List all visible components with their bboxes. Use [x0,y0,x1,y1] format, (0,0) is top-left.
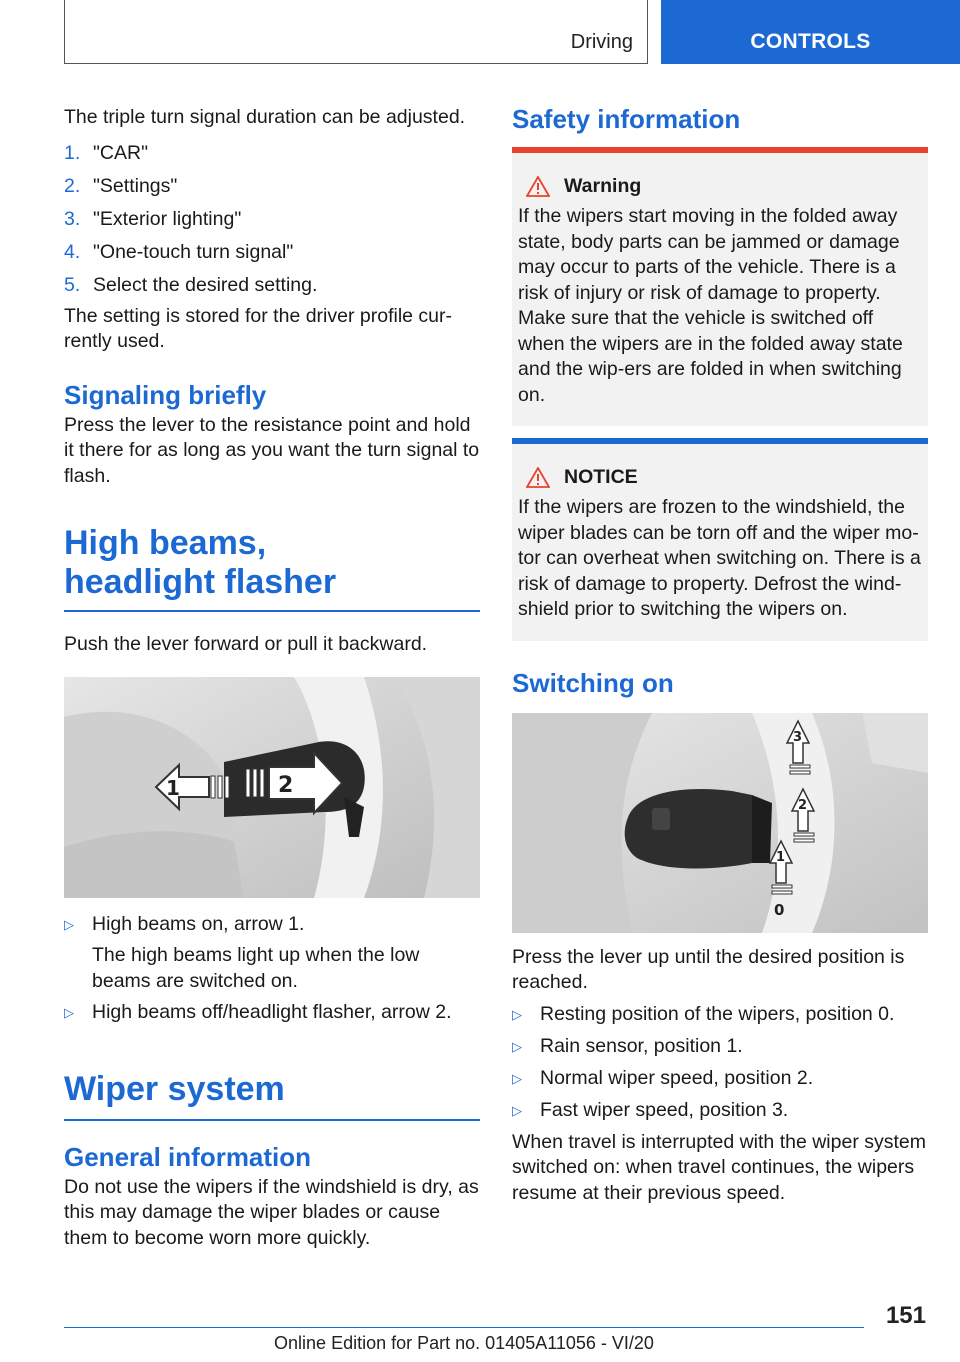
press-text: Press the lever up until the desired position is reached. [512,945,905,993]
steps-list [64,141,480,299]
chapter-tab[interactable] [661,0,960,64]
header-box [64,0,648,64]
list-item: ▷ Normal wiper speed, position 2. [512,1066,928,1092]
heading-rule [64,610,480,612]
list-item: ▷ Fast wiper speed, position 3. [512,1098,928,1124]
list-item: ▷ Resting position of the wipers, position 0. [512,1002,928,1028]
list-item: ▷ High beams on, arrow 1. The high beams light up when the low beams are switched on. [64,912,480,995]
list-item: 3. "Exterior lighting" [64,207,242,230]
switching-heading: Switching on [512,667,674,698]
triangle-bullet-icon: ▷ [512,1038,522,1054]
highbeams-heading: High beams, headlight flasher [64,524,337,601]
wiper-position-bullets [512,1002,928,1124]
general-heading: General information [64,1141,312,1172]
list-item: 5. Select the desired setting. [64,273,318,296]
svg-text:2: 2 [798,797,808,813]
svg-text:0: 0 [774,900,785,919]
left-column [64,100,480,1251]
intro-text: The triple turn signal duration can be adjusted. [64,106,466,128]
warning-text: If the wipers start moving in the folded away state, body parts can be jammed or damage may occur to parts of the vehicle. There is a risk of injury or risk of damage to property. Make sure that the vehicle is switched off when the wipers are in the folded away state and the wip-ers are folded in when switching on. [518,205,903,406]
highbeams-intro: Push the lever forward or pull it backward. [64,633,428,655]
notice-text: If the wipers are frozen to the windshield, the wiper blades can be torn off and the wiper mo-tor can overheat when switching on. There is a risk of damage to property. Defrost the wind-shield prior to switching the wipers on. [518,496,921,620]
svg-text:1: 1 [166,775,180,800]
signaling-text: Press the lever to the resistance point and hold it there for as long as you want the turn signal to flash. [64,413,480,487]
chapter-tab-label: CONTROLS [750,30,871,53]
warning-title: Warning [564,175,642,197]
warning-triangle-icon [526,176,550,197]
signaling-heading: Signaling briefly [64,379,267,410]
stored-note: The setting is stored for the driver profile cur-rently used. [64,304,452,352]
notice-triangle-icon [526,467,550,488]
edition-footer: Online Edition for Part no. 01405A11056 - VI/20 [274,1333,654,1353]
high-beam-lever-illustration [64,677,480,898]
wiper-lever-illustration [512,713,928,933]
warning-box [512,147,928,426]
travel-text: When travel is interrupted with the wiper system switched on: when travel continues, the wipers resume at their previous speed. [512,1130,926,1204]
triangle-bullet-icon: ▷ [64,916,74,932]
heading-rule [64,1119,480,1121]
general-text: Do not use the wipers if the windshield is dry, as this may damage the wiper blades or cause them to become worn more quickly. [64,1175,479,1249]
right-column [512,100,928,1206]
safety-heading: Safety information [512,104,741,134]
list-item: ▷ High beams off/headlight flasher, arrow 2. [64,1000,480,1026]
list-item: 1. "CAR" [64,141,149,164]
section-label: Driving [570,31,633,53]
svg-text:3: 3 [793,729,803,745]
svg-text:2: 2 [278,772,294,798]
footer-rule [64,1327,864,1328]
triangle-bullet-icon: ▷ [64,1005,74,1020]
list-item: ▷ Rain sensor, position 1. [512,1034,928,1060]
notice-title: NOTICE [564,466,638,488]
svg-text:1: 1 [776,849,786,865]
triangle-bullet-icon: ▷ [512,1006,522,1022]
triangle-bullet-icon: ▷ [512,1070,522,1086]
triangle-bullet-icon: ▷ [512,1102,522,1118]
notice-box [512,438,928,641]
page-number: 151 [885,1302,926,1329]
highbeam-bullets [64,912,480,1026]
list-item: 2. "Settings" [64,174,178,197]
wiper-heading: Wiper system [64,1069,285,1108]
list-item: 4. "One-touch turn signal" [64,240,294,263]
